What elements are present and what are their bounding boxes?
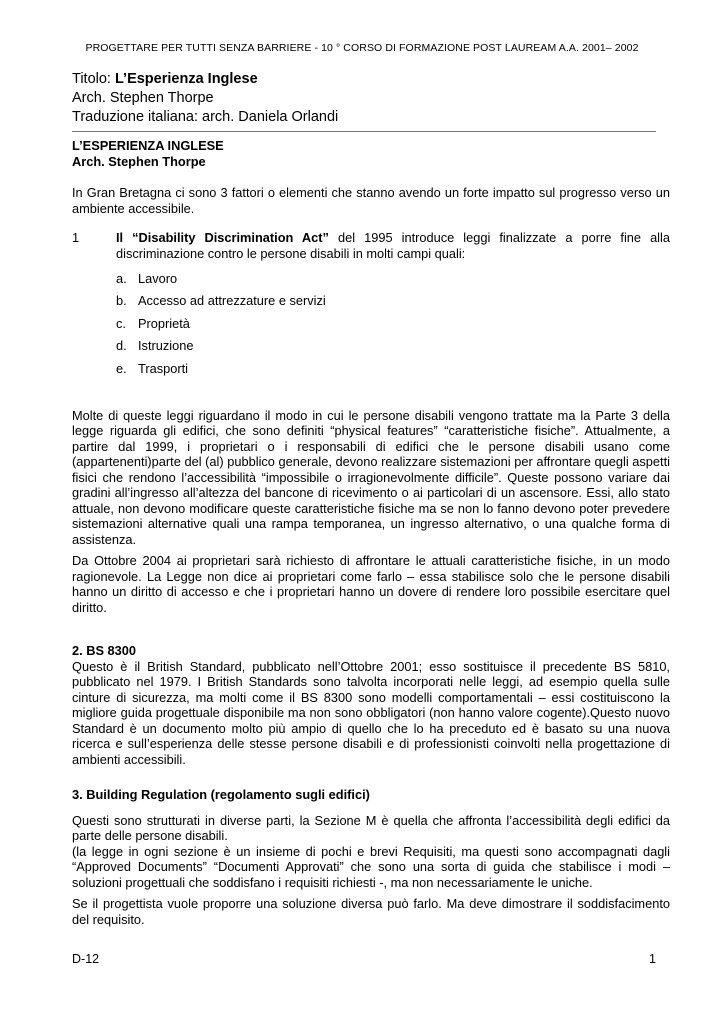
item-number: 1 xyxy=(72,230,80,245)
title-prefix: Titolo: xyxy=(72,71,115,87)
building-regulation-paragraph: Se il progettista vuole proporre una soluzione diversa può farlo. Ma deve dimostrare il soddisfacimento del requisito. xyxy=(72,896,670,927)
body-paragraph: Molte di queste leggi riguardano il modo in cui le persone disabili vengono trattate ma la Parte 3 della legge riguarda gli edifici, che sono definiti “physical features” “caratteristiche fisiche”. Attualmente, a partire dal 1999, i proprietari o i responsabili di edifici che le persone disabili usano come (appartenenti)parte del (al) pubblico generale, devono realizzare sistemazioni per affrontare quegli aspetti fisici che rendono l’accessibilità “impossibile o irragionevolmente difficile”. Queste possono variare dai gradini all’ingresso all’altezza del bancone di ricevimento o ai particolari di un ascensore. Essi, allo stato attuale, non devono modificare queste caratteristiche fisiche ma se non lo fanno devono poter prevedere sistemazioni alternative quali una rampa temporanea, un ingresso alternativo, o una qualche forma di assistenza. xyxy=(72,407,670,547)
title-text: L’Esperienza Inglese xyxy=(114,71,258,87)
list-text: Accesso ad attrezzature e servizi xyxy=(138,293,326,308)
list-item xyxy=(116,335,670,358)
document-title xyxy=(72,70,656,89)
bs8300-paragraph: Questo è il British Standard, pubblicato nell’Ottobre 2001; esso sostituisce il precedente BS 5810, pubblicato nel 1979. I British Standards sono talvolta incorporati nelle leggi, ad esempio quella sulle cinture di sicurezza, ma molti come il BS 8300 sono modelli comportamentali – essi costituiscono la migliore guida progettuale disponibile ma non sono obbligatori (non hanno valore cogente).Questo nuovo Standard è un documento molto più ampio di quello che lo ha preceduto ed è basato su una nuova ricerca e sull’esperienza delle stesse persone disabili e di professionisti coinvolti nella progettazione di ambienti accessibili. xyxy=(72,658,670,767)
list-letter: c. xyxy=(116,315,126,331)
body-paragraph: Da Ottobre 2004 ai proprietari sarà richiesto di affrontare le attuali caratteristiche fisiche, in un modo ragionevole. La Legge non dice ai proprietari come farlo – essa stabilisce solo che le persone disabili hanno un diritto di accesso e che i proprietari hanno un dovere di rendere loro possibile esercitare quel diritto. xyxy=(72,553,670,615)
intro-paragraph: In Gran Bretagna ci sono 3 fattori o elementi che stanno avendo un forte impatto sul progresso verso un ambiente accessibile. xyxy=(72,185,670,216)
list-item xyxy=(116,312,670,335)
item-body-text: del 1995 introduce leggi finalizzate a porre fine alla discriminazione contro le persone disabili in molti campi quali: xyxy=(116,230,670,261)
page-footer xyxy=(72,952,656,966)
numbered-item-1 xyxy=(72,230,670,261)
bs8300-heading: 2. BS 8300 xyxy=(72,643,137,658)
list-letter: d. xyxy=(116,338,127,353)
list-letter: b. xyxy=(116,293,127,308)
section-heading: L’ESPERIENZA INGLESE xyxy=(72,138,224,153)
document-code: D-12 xyxy=(72,952,100,966)
title-translation: Traduzione italiana: arch. Daniela Orlandi xyxy=(72,109,339,125)
page-number: 1 xyxy=(649,952,656,966)
sub-list xyxy=(116,267,670,380)
list-letter: e. xyxy=(116,360,127,376)
list-text: Trasporti xyxy=(138,360,189,376)
list-text: Lavoro xyxy=(138,270,178,286)
item-text xyxy=(116,230,670,261)
building-regulation-heading: 3. Building Regulation (regolamento sugli edifici) xyxy=(72,787,370,802)
title-divider xyxy=(72,131,656,132)
list-item xyxy=(116,357,670,380)
item-bold-text: Il “Disability Discrimination Act” xyxy=(116,230,329,245)
document-body xyxy=(72,138,670,927)
list-item xyxy=(116,267,670,290)
title-author: Arch. Stephen Thorpe xyxy=(72,90,214,106)
section-author: Arch. Stephen Thorpe xyxy=(72,153,206,169)
building-regulation-paragraph: Questi sono strutturati in diverse parti, la Sezione M è quella che affronta l’accessibilità degli edifici da parte delle persone disabili. xyxy=(72,812,670,843)
building-regulation-paragraph: (la legge in ogni sezione è un insieme di pochi e brevi Requisiti, ma questi sono accompagnati dagli “Approved Documents” “Documenti Approvati” che sono una sorta di guida che stabilisce i modi – soluzioni progettuali che soddisfano i requisiti richiesti -, ma non necessariamente le uniche. xyxy=(72,843,670,890)
list-text: Istruzione xyxy=(138,338,194,353)
running-header: PROGETTARE PER TUTTI SENZA BARRIERE - 10 ° CORSO DI FORMAZIONE POST LAUREAM A.A. 2001– 2002 xyxy=(85,42,639,54)
list-item xyxy=(116,290,670,313)
list-letter: a. xyxy=(116,270,127,286)
list-text: Proprietà xyxy=(138,315,190,331)
title-block xyxy=(72,70,656,127)
